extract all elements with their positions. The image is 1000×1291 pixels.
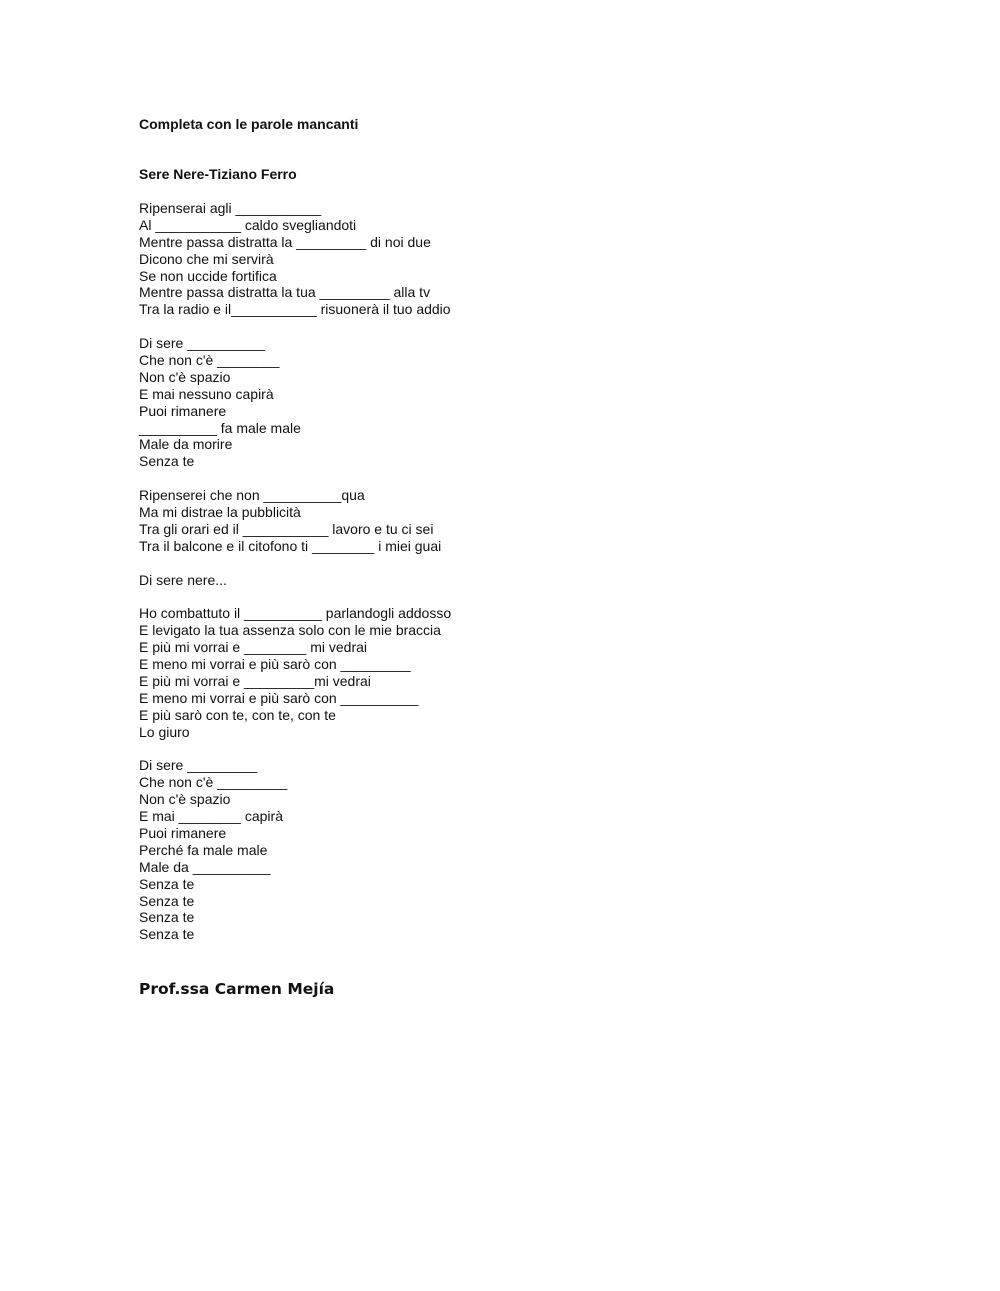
lyric-line: Tra la radio e il___________ risuonerà il tuo addio xyxy=(139,301,451,318)
lyric-line: Ma mi distrae la pubblicità xyxy=(139,504,301,521)
lyric-line: Di sere nere... xyxy=(139,571,227,588)
lyric-line: Al ___________ caldo svegliandoti xyxy=(139,216,357,233)
lyric-line: Male da morire xyxy=(139,436,233,453)
lyric-line: Puoi rimanere xyxy=(139,402,227,419)
lyric-line: Senza te xyxy=(139,453,195,470)
lyric-line: Se non uccide fortifica xyxy=(139,267,277,284)
lyric-line: E mai nessuno capirà xyxy=(139,385,274,402)
stanza-5 xyxy=(139,605,839,740)
stanza-4 xyxy=(139,572,839,589)
lyric-line: Senza te xyxy=(139,909,195,926)
lyric-line: Tra il balcone e il citofono ti ________ i miei guai xyxy=(139,537,442,554)
lyric-line: E mai ________ capirà xyxy=(139,808,283,825)
lyric-line: Non c'è spazio xyxy=(139,368,231,385)
lyric-line: Di sere __________ xyxy=(139,335,266,352)
lyric-line: E più mi vorrai e _________mi vedrai xyxy=(139,672,371,689)
stanza-6 xyxy=(139,757,839,943)
lyric-line: Ho combattuto il __________ parlandogli addosso xyxy=(139,605,452,622)
lyric-line: E più mi vorrai e ________ mi vedrai xyxy=(139,639,368,656)
lyric-line: E meno mi vorrai e più sarò con __________ xyxy=(139,689,419,706)
lyric-line: Perché fa male male xyxy=(139,841,268,858)
lyric-line: Senza te xyxy=(139,875,195,892)
lyric-line: E levigato la tua assenza solo con le mie braccia xyxy=(139,622,441,639)
lyric-line: Lo giuro xyxy=(139,723,190,740)
lyric-line: Di sere _________ xyxy=(139,757,258,774)
stanza-2 xyxy=(139,335,839,470)
author-signature: Prof.ssa Carmen Mejía xyxy=(139,980,335,998)
lyric-line: Puoi rimanere xyxy=(139,824,227,841)
lyric-line: E meno mi vorrai e più sarò con _________ xyxy=(139,656,411,673)
lyric-line: Mentre passa distratta la _________ di noi due xyxy=(139,233,431,250)
lyric-line: Che non c'è _________ xyxy=(139,774,288,791)
lyric-line: Ripenserai agli ___________ xyxy=(139,200,322,216)
instruction-heading: Completa con le parole mancanti xyxy=(139,116,359,132)
lyric-line: Ripenserei che non __________qua xyxy=(139,487,365,504)
lyric-line: Mentre passa distratta la tua _________ alla tv xyxy=(139,284,431,301)
lyric-line: Dicono che mi servirà xyxy=(139,250,274,267)
lyric-line: E più sarò con te, con te, con te xyxy=(139,706,336,723)
lyric-line: Tra gli orari ed il ___________ lavoro e tu ci sei xyxy=(139,520,434,537)
stanza-3 xyxy=(139,487,839,555)
song-title: Sere Nere-Tiziano Ferro xyxy=(139,166,297,182)
lyric-line: Che non c'è ________ xyxy=(139,352,280,369)
lyrics-body xyxy=(139,200,839,960)
lyric-line: __________ fa male male xyxy=(139,419,301,436)
lyric-line: Senza te xyxy=(139,892,195,909)
lyric-line: Senza te xyxy=(139,926,195,943)
lyric-line: Male da __________ xyxy=(139,858,271,875)
lyric-line: Non c'è spazio xyxy=(139,791,231,808)
stanza-1 xyxy=(139,200,839,318)
